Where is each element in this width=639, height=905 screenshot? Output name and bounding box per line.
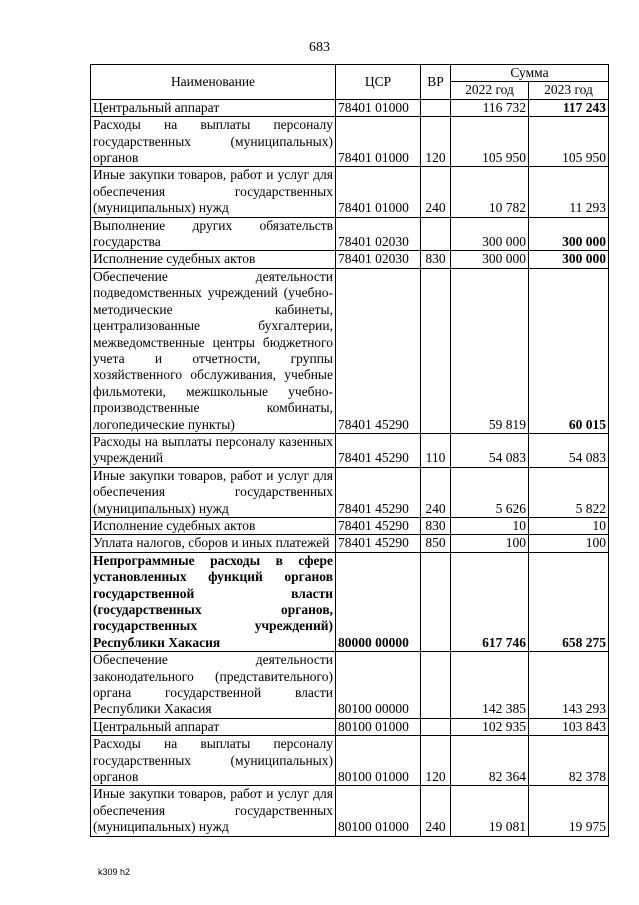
row-name: Исполнение судебных актов [91,251,336,268]
table-row [91,718,609,735]
row-sum-2022: 300 000 [451,217,529,251]
row-sum-2022: 19 081 [451,786,529,836]
row-name: Центральный аппарат [91,718,336,735]
row-vr: 120 [421,736,451,786]
row-sum-2023: 117 243 [529,99,609,116]
row-csr: 78401 45290 [336,433,421,467]
table-row [91,251,609,268]
row-vr [421,718,451,735]
row-sum-2023: 54 083 [529,433,609,467]
row-sum-2022: 105 950 [451,117,529,167]
row-name: Непрограммные расходы в сфере установленных функций органов государственной власти (государственных органов, государственных учреждений) Республики Хакасия [91,552,336,651]
row-csr: 80100 01000 [336,736,421,786]
row-sum-2023: 300 000 [529,217,609,251]
table-row [91,652,609,719]
row-name: Обеспечение деятельности подведомственных учреждений (учебно-методические кабинеты, централизованные бухгалтерии, межведомственные центры бюджетного учета и отчетности, группы хозяйственного обслуживания, учебные фильмотеки, межшкольные учебно-производственные комбинаты, логопедические пункты) [91,268,336,433]
row-vr [421,217,451,251]
header-name: Наименование [91,65,336,100]
table-row [91,736,609,786]
row-sum-2022: 617 746 [451,552,529,651]
table-row [91,117,609,167]
table-row [91,786,609,836]
row-name: Выполнение других обязательств государства [91,217,336,251]
table-row [91,535,609,552]
header-sum: Сумма [451,65,609,82]
row-csr: 80100 01000 [336,786,421,836]
row-csr: 78401 01000 [336,99,421,116]
row-sum-2023: 100 [529,535,609,552]
row-vr: 240 [421,167,451,217]
row-name: Расходы на выплаты персоналу государственных (муниципальных) органов [91,736,336,786]
row-vr: 830 [421,251,451,268]
row-csr: 80100 00000 [336,652,421,719]
row-name: Уплата налогов, сборов и иных платежей [91,535,336,552]
row-name: Центральный аппарат [91,99,336,116]
row-csr: 78401 45290 [336,268,421,433]
row-vr: 240 [421,786,451,836]
row-name: Расходы на выплаты персоналу казенных учреждений [91,433,336,467]
row-name: Иные закупки товаров, работ и услуг для обеспечения государственных (муниципальных) нужд [91,167,336,217]
row-sum-2022: 59 819 [451,268,529,433]
row-sum-2023: 5 822 [529,467,609,517]
row-sum-2022: 54 083 [451,433,529,467]
table-row [91,433,609,467]
row-sum-2022: 102 935 [451,718,529,735]
row-csr: 80100 01000 [336,718,421,735]
row-csr: 78401 02030 [336,251,421,268]
row-vr [421,99,451,116]
row-sum-2023: 60 015 [529,268,609,433]
row-csr: 78401 45290 [336,517,421,534]
row-vr: 830 [421,517,451,534]
row-sum-2023: 103 843 [529,718,609,735]
table-row [91,99,609,116]
table-row [91,268,609,433]
header-csr: ЦСР [336,65,421,100]
row-sum-2022: 10 [451,517,529,534]
row-vr: 110 [421,433,451,467]
row-sum-2022: 142 385 [451,652,529,719]
page-number: 683 [309,40,330,55]
row-sum-2023: 658 275 [529,552,609,651]
row-sum-2022: 116 732 [451,99,529,116]
row-name: Обеспечение деятельности законодательного (представительного) органа государственной власти Республики Хакасия [91,652,336,719]
row-csr: 80000 00000 [336,552,421,651]
row-csr: 78401 45290 [336,535,421,552]
row-sum-2022: 300 000 [451,251,529,268]
row-csr: 78401 02030 [336,217,421,251]
row-sum-2023: 300 000 [529,251,609,268]
header-vr: ВР [421,65,451,100]
table-row [91,217,609,251]
row-sum-2023: 105 950 [529,117,609,167]
row-name: Иные закупки товаров, работ и услуг для обеспечения государственных (муниципальных) нужд [91,786,336,836]
row-sum-2023: 143 293 [529,652,609,719]
row-vr: 850 [421,535,451,552]
table-row [91,167,609,217]
header-year-2022: 2022 год [451,82,529,99]
row-vr [421,268,451,433]
table-row [91,467,609,517]
row-sum-2022: 5 626 [451,467,529,517]
header-year-2023: 2023 год [529,82,609,99]
row-sum-2022: 10 782 [451,167,529,217]
row-name: Исполнение судебных актов [91,517,336,534]
row-vr [421,652,451,719]
row-sum-2022: 82 364 [451,736,529,786]
row-vr: 120 [421,117,451,167]
budget-table [90,64,609,837]
row-vr [421,552,451,651]
table-row [91,552,609,651]
row-sum-2023: 10 [529,517,609,534]
row-csr: 78401 45290 [336,467,421,517]
row-sum-2023: 11 293 [529,167,609,217]
table-row [91,517,609,534]
row-sum-2023: 82 378 [529,736,609,786]
row-sum-2022: 100 [451,535,529,552]
row-csr: 78401 01000 [336,117,421,167]
row-name: Расходы на выплаты персоналу государственных (муниципальных) органов [91,117,336,167]
row-csr: 78401 01000 [336,167,421,217]
row-vr: 240 [421,467,451,517]
footer-code: k309 h2 [98,867,131,877]
row-name: Иные закупки товаров, работ и услуг для обеспечения государственных (муниципальных) нужд [91,467,336,517]
row-sum-2023: 19 975 [529,786,609,836]
